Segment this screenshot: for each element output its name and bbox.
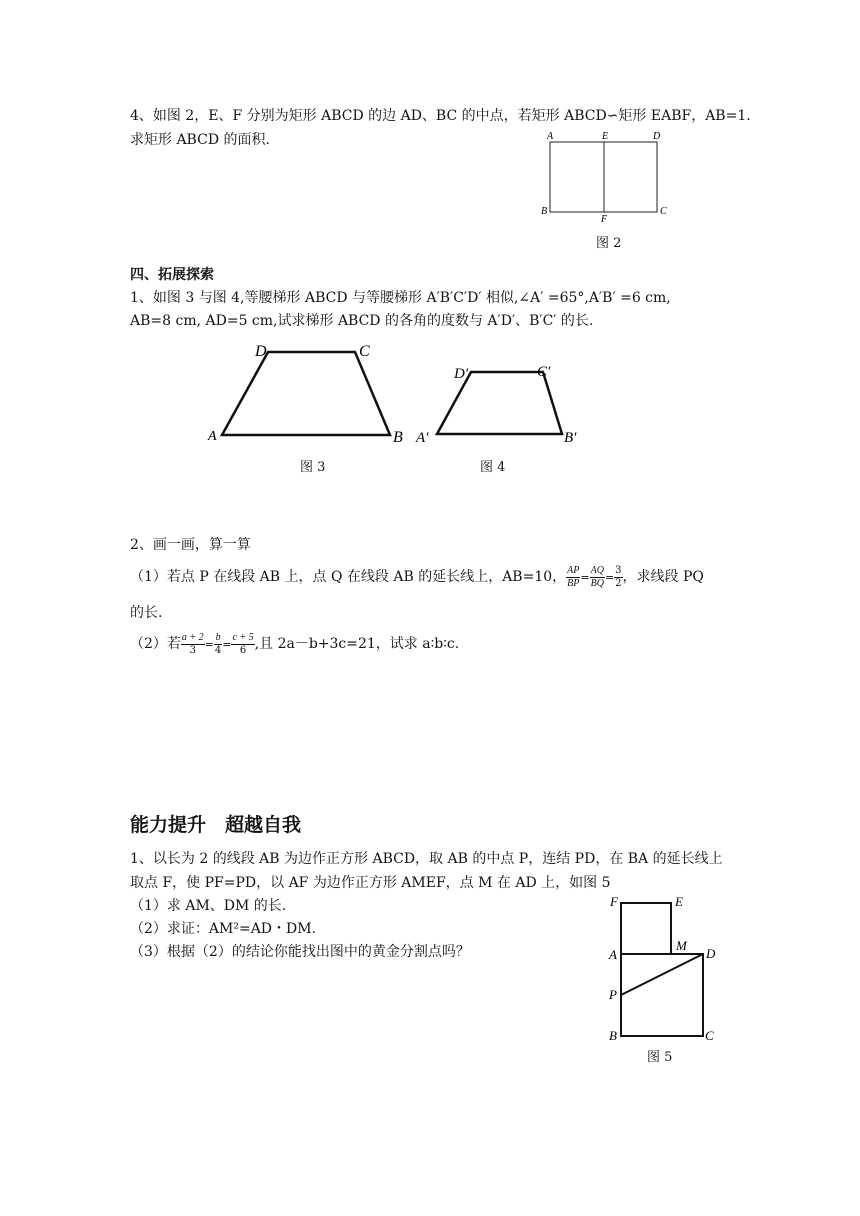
fig4-caption: 图 4: [480, 460, 506, 475]
figure-3-trapezoid: [205, 338, 420, 448]
fig2-label-e: E: [602, 131, 609, 142]
s4-q2-part1-line2: 的长.: [130, 605, 163, 621]
fig5-label-c: C: [705, 1028, 714, 1043]
s5-q1-sub1: （1）求 AM、DM 的长.: [130, 898, 287, 914]
fraction-aq-bq: $\frac{AQ}{BQ}$: [590, 564, 604, 589]
fraction-c-plus-5: $\frac{c + 5}{6}$: [232, 631, 254, 656]
figure-2: [536, 128, 676, 222]
fig4-label-d: D′: [454, 366, 469, 382]
fig2-label-a: A: [547, 131, 554, 142]
fig4-label-c: C′: [537, 364, 551, 380]
s4-q1-line1: 1、如图 3 与图 4,等腰梯形 ABCD 与等腰梯形 A′B′C′D′ 相似,∠A′ =65°,A′B′ =6 cm,: [130, 290, 671, 306]
fig4-label-a: A′: [416, 430, 429, 446]
fig4-label-b: B′: [564, 430, 577, 446]
fig3-label-c: C: [359, 343, 370, 360]
fig3-label-a: A: [208, 429, 217, 444]
s4-q2-part1-post: ，求线段 PQ: [622, 569, 704, 585]
fraction-ap-bp: $\frac{AP}{BP}$: [567, 564, 580, 589]
fig5-label-e: E: [675, 894, 683, 909]
fig5-label-a: A: [609, 947, 617, 962]
fraction-3-2: $\frac{3}{2}$: [615, 564, 622, 589]
s5-q1-line2: 取点 F，使 PF=PD，以 AF 为边作正方形 AMEF，点 M 在 AD 上，如图 5: [130, 875, 611, 891]
figure-4-trapezoid: [410, 358, 590, 448]
fig5-label-f: F: [610, 894, 618, 909]
fig3-caption: 图 3: [300, 460, 326, 475]
s4-q2-part2: （2）若 $\frac{a + 2}{3}$ = $\frac{b}{4}$ = $\frac{c + 5}{6}$ ,且 2a－b+3c=21，试求 a∶b∶c.: [130, 631, 460, 656]
fig3-label-b: B: [393, 429, 403, 446]
s5-q1-sub2: （2）求证：AM²=AD・DM.: [130, 921, 317, 937]
fig2-label-c: C: [660, 206, 667, 217]
section5-title: 能力提升 超越自我: [130, 814, 302, 836]
figure-5: [600, 892, 730, 1044]
fig5-label-b: B: [609, 1028, 617, 1043]
fig5-caption: 图 5: [647, 1050, 673, 1065]
s4-q2-title: 2、画一画，算一算: [130, 537, 251, 553]
fig2-label-f: F: [601, 214, 608, 222]
s5-q1-line1: 1、以长为 2 的线段 AB 为边作正方形 ABCD，取 AB 的中点 P，连结 PD，在 BA 的延长线上: [130, 851, 723, 867]
problem4-line2: 求矩形 ABCD 的面积.: [130, 132, 270, 148]
fig2-label-b: B: [541, 206, 548, 217]
section4-title: 四、拓展探索: [130, 267, 214, 283]
s4-q1-line2: AB=8 cm, AD=5 cm,试求梯形 ABCD 的各角的度数与 A′D′、B′C′ 的长.: [130, 313, 594, 329]
s4-q2-part1: （1）若点 P 在线段 AB 上，点 Q 在线段 AB 的延长线上，AB=10， $\frac{AP}{BP}$ = $\frac{AQ}{BQ}$ = $\frac{3}{2}$ ，求线段 PQ: [130, 564, 704, 589]
fig2-caption: 图 2: [596, 236, 622, 251]
fig5-label-p: P: [609, 987, 617, 1002]
s4-q2-part1-pre: （1）若点 P 在线段 AB 上，点 Q 在线段 AB 的延长线上，AB=10，: [130, 569, 567, 585]
fig5-label-d: D: [706, 946, 716, 961]
fig5-label-m: M: [676, 938, 687, 953]
s5-q1-sub3: （3）根据（2）的结论你能找出图中的黄金分割点吗？: [130, 944, 470, 960]
fig3-label-d: D: [255, 343, 267, 360]
fraction-b-4: $\frac{b}{4}$: [214, 631, 222, 656]
fig2-label-d: D: [653, 131, 661, 142]
problem4-line1: 4、如图 2，E、F 分别为矩形 ABCD 的边 AD、BC 的中点，若矩形 ABCD∽矩形 EABF，AB=1.: [130, 108, 751, 124]
fraction-a-plus-2: $\frac{a + 2}{3}$: [181, 631, 204, 656]
